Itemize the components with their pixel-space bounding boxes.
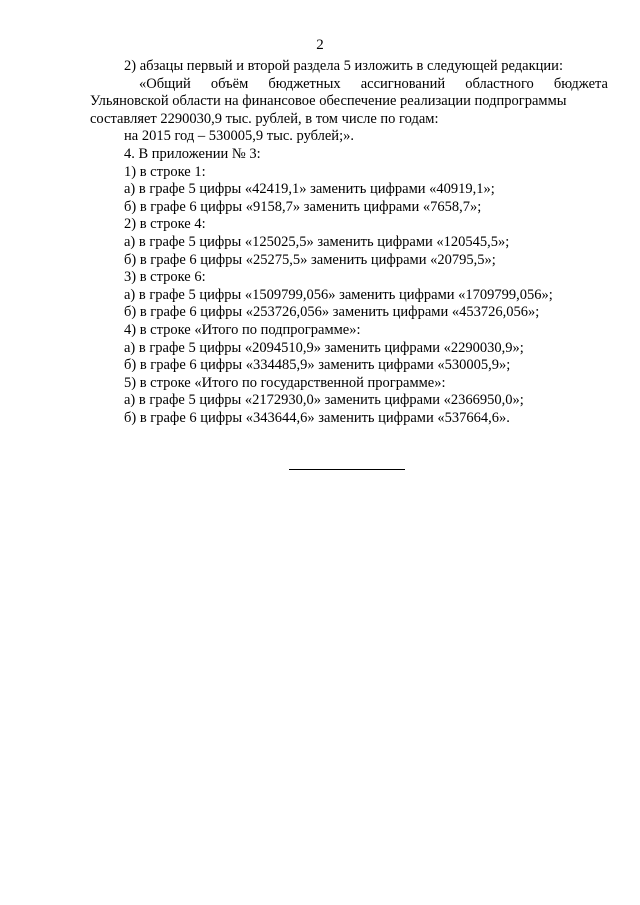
justified-word: «Общий xyxy=(139,75,191,92)
justified-word: бюджета xyxy=(553,75,608,92)
paragraph-line: а) в графе 5 цифры «2094510,9» заменить цифрами «2290030,9»; xyxy=(124,339,524,356)
paragraph-line: 4) в строке «Итого по подпрограмме»: xyxy=(124,321,361,338)
paragraph-line: б) в графе 6 цифры «334485,9» заменить цифрами «530005,9»; xyxy=(124,357,511,374)
paragraph-line: б) в графе 6 цифры «253726,056» заменить цифрами «453726,056»; xyxy=(124,304,540,321)
paragraph-line: 4. В приложении № 3: xyxy=(124,145,261,162)
paragraph-line: на 2015 год – 530005,9 тыс. рублей;». xyxy=(124,128,354,145)
paragraph-line: а) в графе 5 цифры «1509799,056» заменить цифрами «1709799,056»; xyxy=(124,286,553,303)
paragraph-line-justified xyxy=(139,76,608,94)
justified-word: областного xyxy=(465,75,534,92)
separator-line xyxy=(289,469,405,470)
paragraph-line: б) в графе 6 цифры «343644,6» заменить цифрами «537664,6». xyxy=(124,409,510,426)
paragraph-line: 2) абзацы первый и второй раздела 5 изложить в следующей редакции: xyxy=(124,58,563,74)
paragraph-line: составляет 2290030,9 тыс. рублей, в том числе по годам: xyxy=(90,110,439,127)
justified-word: объём xyxy=(210,75,249,92)
justified-word: ассигнований xyxy=(360,75,446,92)
paragraph-line: а) в графе 5 цифры «42419,1» заменить цифрами «40919,1»; xyxy=(124,181,495,198)
paragraph-line: 1) в строке 1: xyxy=(124,163,206,180)
paragraph-line: б) в графе 6 цифры «9158,7» заменить цифрами «7658,7»; xyxy=(124,198,482,215)
paragraph-line: 2) в строке 4: xyxy=(124,216,206,233)
paragraph-line: 5) в строке «Итого по государственной программе»: xyxy=(124,374,446,391)
paragraph-line: а) в графе 5 цифры «2172930,0» заменить цифрами «2366950,0»; xyxy=(124,392,524,409)
page-number: 2 xyxy=(316,37,324,53)
paragraph-line: Ульяновской области на финансовое обеспечение реализации подпрограммы xyxy=(90,93,567,110)
paragraph-line: 3) в строке 6: xyxy=(124,269,206,286)
paragraph-line: б) в графе 6 цифры «25275,5» заменить цифрами «20795,5»; xyxy=(124,251,496,268)
document-body xyxy=(90,58,608,427)
paragraph-line: а) в графе 5 цифры «125025,5» заменить цифрами «120545,5»; xyxy=(124,233,510,250)
justified-word: бюджетных xyxy=(268,75,341,92)
